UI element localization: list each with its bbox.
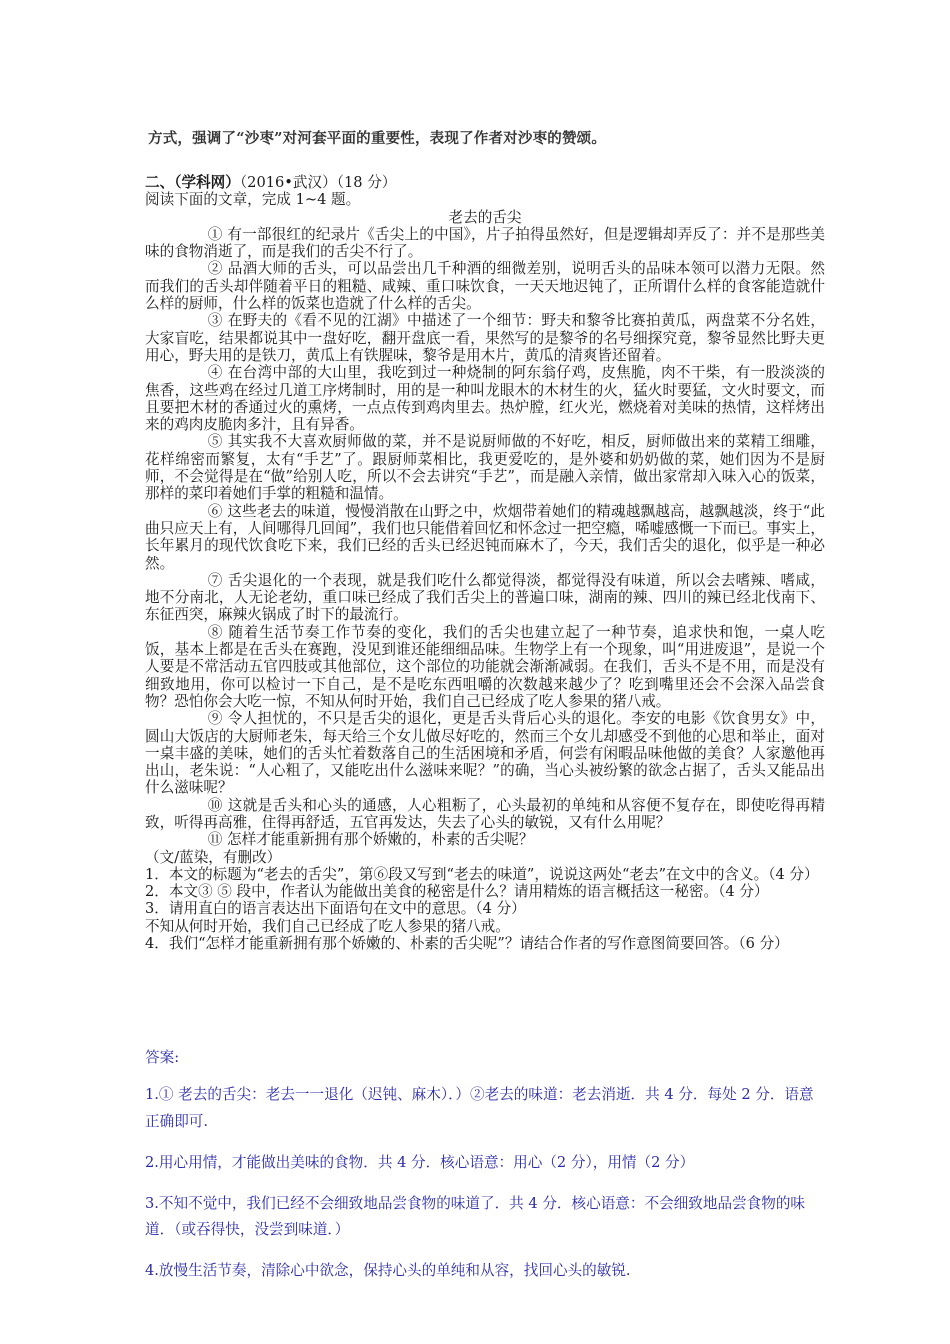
section-number: 二、 <box>145 174 175 191</box>
paragraph-6: ⑥ 这些老去的味道，慢慢消散在山野之中，炊烟带着她们的精魂越飘越高，越飘越淡，终于“此曲只应天上有，人间哪得几回闻”，我们也只能借着回忆和怀念过一把空瘾，唏嘘感慨一下而已。事实上，长年累月的现代饮食吃下来，我们已经的舌头已经迟钝而麻木了，今天，我们舌尖的退化，似乎是一种必然。 <box>145 502 825 572</box>
paragraph-9: ⑨ 令人担忧的，不只是舌尖的退化，更是舌头背后心头的退化。李安的电影《饮食男女》中，圆山大饭店的大厨师老朱，每天给三个女儿做尽好吃的，然而三个女儿却感受不到他的心思和举止，面对一桌丰盛的美味，她们的舌头忙着数落自己的生活困境和矛盾，何尝有闲暇品味他做的美食？人家邀他再出山，老朱说：“人心粗了，又能吃出什么滋味来呢？”的确，当心头被纷繁的欲念占据了，舌头又能品出什么滋味呢？ <box>145 710 825 797</box>
paragraph-11: ⑪ 怎样才能重新拥有那个娇嫩的，朴素的舌尖呢？ <box>207 831 534 849</box>
paragraph-3: ③ 在野夫的《看不见的江湖》中描述了一个细节：野夫和黎爷比赛拍黄瓜，两盘菜不分名姓，大家盲吃，结果都说其中一盘好吃，翻开盘底一看，果然写的是黎爷的名号细探究竟，黎爷显然比野夫更用心，野夫用的是铁刀，黄瓜上有铁腥味，黎爷是用木片，黄瓜的清爽皆还留着。 <box>145 312 825 364</box>
section-heading <box>145 174 825 191</box>
question-1: 1．本文的标题为“老去的舌尖”，第⑥段又写到“老去的味道”，说说这两处“老去”在文中的含义。（4 分） <box>145 865 819 883</box>
paragraph-7: ⑦ 舌尖退化的一个表现，就是我们吃什么都觉得淡，都觉得没有味道，所以会去嗜辣、嗜咸，地不分南北，人无论老幼，重口味已经成了我们舌尖上的普遍口味，湖南的辣、四川的辣已经北伐南下、东征西突，麻辣火锅成了时下的最流行。 <box>145 571 825 624</box>
paragraph-10: ⑩ 这就是舌头和心头的通感，人心粗粝了，心头最初的单纯和从容便不复存在，即使吃得再精致，听得再高雅，住得再舒适，五官再发达，失去了心头的敏锐，又有什么用呢？ <box>145 796 825 831</box>
paragraph-2: ② 品酒大师的舌头，可以品尝出几千种酒的细微差别，说明舌头的品味本领可以潜力无限。然而我们的舌头却伴随着平日的粗糙、咸辣、重口味饮食，一天天地迟钝了，正所谓什么样的食客能造就什么样的厨师，什么样的饭菜也造就了什么样的舌尖。 <box>145 260 825 313</box>
attribution: （文/蓝染，有删改） <box>145 848 282 866</box>
article-title: 老去的舌尖 <box>448 208 522 226</box>
reading-section <box>145 174 825 952</box>
paragraph-4: ④ 在台湾中部的大山里，我吃到过一种烧制的阿东翁仔鸡，皮焦脆，肉不干柴，有一股淡淡的焦香，这些鸡在经过几道工序烤制时，用的是一种叫龙眼木的木材生的火，猛火时要猛，文火时要文，而且要把木材的香通过火的熏烤，一点点传到鸡肉里去。热炉膛，红火光，燃烧着对美味的热情，这样烤出来的鸡肉皮脆肉多汁，且有异香。 <box>145 364 825 434</box>
instruction: 阅读下面的文章，完成 1~4 题。 <box>145 191 361 209</box>
answer-4: 4.放慢生活节奏，清除心中欲念，保持心头的单纯和从容，找回心头的敏锐. <box>145 1262 631 1279</box>
question-3: 3．请用直白的语言表达出下面语句在文中的意思。（4 分） <box>145 900 526 918</box>
answer-2: 2.用心用情，才能做出美味的食物．共 4 分．核心语意：用心（2 分），用情（2 分） <box>145 1153 695 1171</box>
answers-label: 答案: <box>145 1048 180 1066</box>
question-4: 4．我们“怎样才能重新拥有那个娇嫩的、朴素的舌尖呢”？请结合作者的写作意图简要回答。（6 分） <box>145 935 789 953</box>
section-meta: （2016•武汉）（18 分） <box>239 174 397 191</box>
answer-3: 3.不知不觉中，我们已经不会细致地品尝食物的味道了．共 4 分．核心语意：不会细致地品尝食物的味道．（或吞得快，没尝到味道．） <box>145 1194 806 1238</box>
paragraph-8: ⑧ 随着生活节奏工作节奏的变化，我们的舌尖也建立起了一种节奏，追求快和饱，一桌人吃饭，基本上都是在舌头在赛跑，没见到谁还能细细品味。生物学上有一个现象，叫“用进废退”，是说一个人要是不常活动五官四肢或其他部位，这个部位的功能就会渐渐减弱。在我们，舌头不是不用，而是没有细致地用，你可以检讨一下自己，是不是吃东西咀嚼的次数越来越少了？吃到嘴里还会不会深入品尝食物？恐怕你会大吃一惊，不知从何时开始，我们自己已经成了吃人参果的猪八戒。 <box>145 623 825 710</box>
previous-answer-fragment: 方式，强调了“沙枣”对河套平面的重要性，表现了作者对沙枣的赞颂。 <box>148 130 607 147</box>
paragraph-1: ① 有一部很红的纪录片《舌尖上的中国》，片子拍得虽然好，但是逻辑却弄反了：并不是那些美味的食物消逝了，而是我们的舌尖不行了。 <box>145 225 825 261</box>
question-2: 2．本文③ ⑤ 段中，作者认为能做出美食的秘密是什么？请用精炼的语言概括这一秘密。（4 分） <box>145 883 769 901</box>
paragraph-5: ⑤ 其实我不大喜欢厨师做的菜，并不是说厨师做的不好吃，相反，厨师做出来的菜精工细雕，花样绵密而繁复，太有“手艺”了。跟厨师菜相比，我更爱吃的，是外婆和奶奶做的菜，她们因为不是厨师，不会觉得是在“做”给别人吃，所以不会去讲究“手艺”，而是融入亲情，做出家常却入味入心的饭菜，那样的菜印着她们手掌的粗糙和温情。 <box>145 433 825 503</box>
answer-1: 1.① 老去的舌尖：老去一一退化（迟钝、麻木）．）②老去的味道：老去消逝．共 4 分．每处 2 分．语意正确即可. <box>145 1086 814 1130</box>
section-source: （学科网） <box>174 174 240 191</box>
question-3-quote: 不知从何时开始，我们自己已经成了吃人参果的猪八戒。 <box>145 917 510 935</box>
answers-section <box>145 1033 825 1299</box>
